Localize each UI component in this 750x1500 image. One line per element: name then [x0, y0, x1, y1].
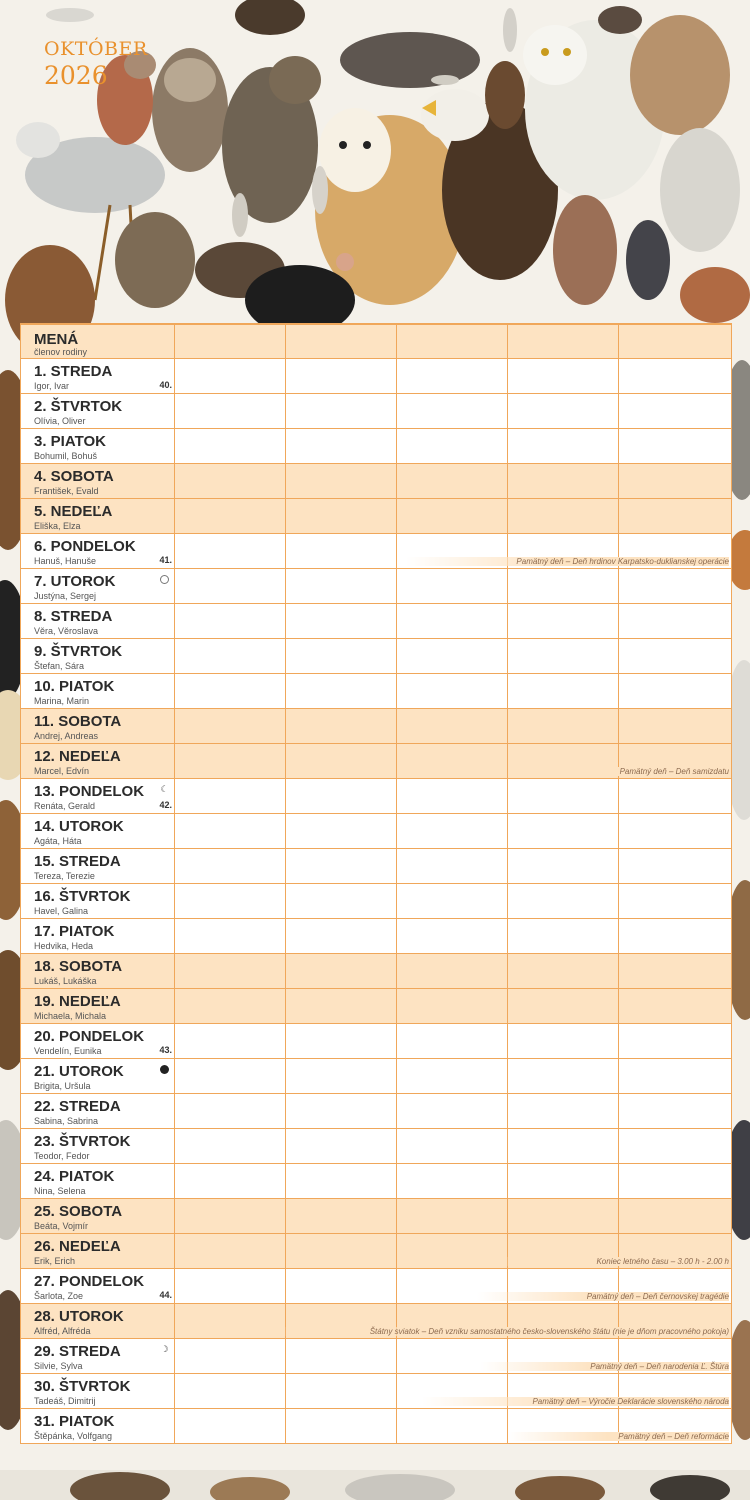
- column-divider: [618, 325, 619, 358]
- member-cell-divider: [396, 639, 397, 673]
- member-cell-divider: [618, 954, 619, 988]
- name-day-names: Hedvika, Heda: [34, 941, 94, 951]
- member-cell-divider: [396, 1269, 397, 1303]
- member-cell-divider: [285, 989, 286, 1023]
- member-cell-divider: [396, 1199, 397, 1233]
- day-label: 4. SOBOTA: [34, 468, 114, 485]
- day-name-cell: [21, 989, 175, 1023]
- member-cell-divider: [396, 674, 397, 708]
- day-label: 16. ŠTVRTOK: [34, 888, 131, 905]
- member-cell-divider: [396, 1094, 397, 1128]
- member-cell-divider: [507, 464, 508, 498]
- member-cell-divider: [285, 954, 286, 988]
- member-cell-divider: [396, 1024, 397, 1058]
- day-name-cell: [21, 1129, 175, 1163]
- member-cell-divider: [507, 849, 508, 883]
- member-cell-divider: [285, 919, 286, 953]
- member-cell-divider: [285, 1129, 286, 1163]
- name-day-names: Nina, Selena: [34, 1186, 86, 1196]
- member-cell-divider: [396, 849, 397, 883]
- day-row[interactable]: [21, 779, 731, 814]
- member-cell-divider: [396, 604, 397, 638]
- member-cell-divider: [507, 954, 508, 988]
- member-cell-divider: [618, 709, 619, 743]
- member-cell-divider: [618, 394, 619, 428]
- member-cell-divider: [507, 604, 508, 638]
- member-cell-divider: [285, 1199, 286, 1233]
- day-name-cell: [21, 394, 175, 428]
- day-row[interactable]: [21, 1164, 731, 1199]
- harpy-eagle-icon: [340, 32, 480, 88]
- member-cell-divider: [396, 814, 397, 848]
- member-cell-divider: [285, 1269, 286, 1303]
- day-label: 11. SOBOTA: [34, 713, 122, 730]
- day-row[interactable]: [21, 534, 731, 569]
- name-day-names: Alfréd, Alfréda: [34, 1326, 91, 1336]
- spectacled-owl-icon: [660, 128, 740, 252]
- day-row[interactable]: [21, 1269, 731, 1304]
- member-cell-divider: [507, 709, 508, 743]
- name-day-names: Teodor, Fedor: [34, 1151, 90, 1161]
- day-label: 3. PIATOK: [34, 433, 106, 450]
- week-number: 44.: [159, 1290, 172, 1300]
- member-cell-divider: [396, 1339, 397, 1373]
- name-day-names: Štefan, Sára: [34, 661, 85, 671]
- member-cell-divider: [396, 359, 397, 393]
- day-row[interactable]: [21, 884, 731, 919]
- member-cell-divider: [618, 919, 619, 953]
- moon-phase-last-icon: ☾: [160, 784, 169, 794]
- member-cell-divider: [396, 569, 397, 603]
- day-label: 26. NEDEĽA: [34, 1238, 121, 1255]
- name-day-names: Marina, Marin: [34, 696, 90, 706]
- day-name-cell: [21, 779, 175, 813]
- member-cell-divider: [396, 1234, 397, 1268]
- day-row[interactable]: [21, 464, 731, 499]
- member-cell-divider: [396, 884, 397, 918]
- day-row[interactable]: [21, 1024, 731, 1059]
- name-day-names: Lukáš, Lukáška: [34, 976, 97, 986]
- member-cell-divider: [396, 989, 397, 1023]
- member-cell-divider: [507, 674, 508, 708]
- member-cell-divider: [507, 429, 508, 463]
- day-name-cell: [21, 954, 175, 988]
- day-label: 15. STREDA: [34, 853, 121, 870]
- member-cell-divider: [618, 1094, 619, 1128]
- member-cell-divider: [618, 1024, 619, 1058]
- member-cell-divider: [396, 954, 397, 988]
- day-label: 5. NEDEĽA: [34, 503, 113, 520]
- day-label: 14. UTOROK: [34, 818, 124, 835]
- member-cell-divider: [285, 499, 286, 533]
- day-label: 25. SOBOTA: [34, 1203, 123, 1220]
- name-day-names: Šarlota, Zoe: [34, 1291, 84, 1301]
- bottom-birds: [0, 1470, 750, 1500]
- member-cell-divider: [285, 1339, 286, 1373]
- day-label: 6. PONDELOK: [34, 538, 136, 555]
- day-row[interactable]: [21, 1199, 731, 1234]
- member-cell-divider: [618, 499, 619, 533]
- name-day-names: Beáta, Vojmír: [34, 1221, 89, 1231]
- day-name-cell: [21, 884, 175, 918]
- day-row[interactable]: [21, 919, 731, 954]
- member-cell-divider: [618, 464, 619, 498]
- name-day-names: Renáta, Gerald: [34, 801, 96, 811]
- member-cell-divider: [396, 709, 397, 743]
- day-label: 23. ŠTVRTOK: [34, 1133, 131, 1150]
- day-label: 29. STREDA: [34, 1343, 121, 1360]
- day-row[interactable]: [21, 814, 731, 849]
- member-cell-divider: [285, 709, 286, 743]
- member-cell-divider: [618, 989, 619, 1023]
- day-label: 27. PONDELOK: [34, 1273, 145, 1290]
- day-name-cell: [21, 359, 175, 393]
- day-name-cell: [21, 849, 175, 883]
- hawk-icon: [485, 61, 525, 129]
- member-cell-divider: [285, 1059, 286, 1093]
- day-row[interactable]: [21, 359, 731, 394]
- member-cell-divider: [396, 1374, 397, 1408]
- day-label: 21. UTOROK: [34, 1063, 124, 1080]
- name-day-names: Justýna, Sergej: [34, 591, 97, 601]
- day-label: 1. STREDA: [34, 363, 113, 380]
- member-cell-divider: [507, 359, 508, 393]
- member-cell-divider: [396, 779, 397, 813]
- member-cell-divider: [618, 1059, 619, 1093]
- member-cell-divider: [285, 394, 286, 428]
- name-day-names: Tereza, Terezie: [34, 871, 95, 881]
- member-cell-divider: [618, 814, 619, 848]
- day-row[interactable]: [21, 954, 731, 989]
- member-cell-divider: [618, 359, 619, 393]
- member-cell-divider: [285, 744, 286, 778]
- day-label: 8. STREDA: [34, 608, 113, 625]
- moon-phase-first-icon: ☽: [160, 1344, 169, 1354]
- name-day-names: Vendelín, Eunika: [34, 1046, 102, 1056]
- member-cell-divider: [396, 394, 397, 428]
- name-day-names: Erik, Erich: [34, 1256, 76, 1266]
- day-row[interactable]: [21, 1409, 731, 1444]
- member-cell-divider: [507, 499, 508, 533]
- moon-phase-new-icon: [160, 1065, 169, 1074]
- member-cell-divider: [618, 569, 619, 603]
- day-label: 22. STREDA: [34, 1098, 121, 1115]
- name-day-names: Silvie, Sylva: [34, 1361, 83, 1371]
- name-day-names: Tadeáš, Dimitrij: [34, 1396, 96, 1406]
- owl-icon: [152, 48, 228, 172]
- day-row[interactable]: [21, 569, 731, 604]
- member-cell-divider: [285, 1024, 286, 1058]
- member-cell-divider: [618, 674, 619, 708]
- day-name-cell: [21, 1199, 175, 1233]
- member-cell-divider: [507, 1094, 508, 1128]
- day-label: 7. UTOROK: [34, 573, 116, 590]
- member-cell-divider: [618, 849, 619, 883]
- member-cell-divider: [396, 534, 397, 568]
- day-row[interactable]: [21, 394, 731, 429]
- header-subtitle: členov rodiny: [34, 347, 88, 357]
- year-title: 2026: [44, 61, 108, 90]
- member-cell-divider: [507, 919, 508, 953]
- member-cell-divider: [507, 779, 508, 813]
- day-row[interactable]: [21, 499, 731, 534]
- month-heading: [44, 40, 148, 88]
- column-divider: [507, 325, 508, 358]
- member-cell-divider: [285, 1164, 286, 1198]
- day-label: 17. PIATOK: [34, 923, 115, 940]
- member-cell-divider: [285, 1094, 286, 1128]
- name-day-names: Hanuš, Hanuše: [34, 556, 97, 566]
- holiday-note: Pamätný deň – Výročie Deklarácie slovenského národa: [422, 1397, 729, 1406]
- member-cell-divider: [396, 1409, 397, 1443]
- member-cell-divider: [507, 744, 508, 778]
- name-day-names: Igor, Ivar: [34, 381, 70, 391]
- member-cell-divider: [285, 359, 286, 393]
- day-row[interactable]: [21, 1129, 731, 1164]
- little-owl-icon: [115, 212, 195, 308]
- day-label: 9. ŠTVRTOK: [34, 643, 123, 660]
- member-cell-divider: [285, 674, 286, 708]
- day-row[interactable]: [21, 1234, 731, 1269]
- calendar-header-row: [21, 325, 731, 359]
- member-cell-divider: [396, 1164, 397, 1198]
- name-day-names: Olívia, Oliver: [34, 416, 86, 426]
- owl-icon: [553, 195, 617, 305]
- name-day-names: Marcel, Edvín: [34, 766, 90, 776]
- member-cell-divider: [618, 884, 619, 918]
- day-label: 10. PIATOK: [34, 678, 115, 695]
- name-day-names: Michaela, Michala: [34, 1011, 107, 1021]
- holiday-note: Pamätný deň – Deň hrdinov Karpatsko-duklianskej operácie: [406, 557, 729, 566]
- member-cell-divider: [396, 464, 397, 498]
- member-cell-divider: [396, 499, 397, 533]
- day-name-cell: [21, 534, 175, 568]
- day-name-cell: [21, 1024, 175, 1058]
- week-number: 40.: [159, 380, 172, 390]
- name-day-names: Havel, Galina: [34, 906, 89, 916]
- name-day-names: Andrej, Andreas: [34, 731, 99, 741]
- day-name-cell: [21, 1234, 175, 1268]
- member-cell-divider: [618, 429, 619, 463]
- member-cell-divider: [507, 639, 508, 673]
- member-cell-divider: [285, 1234, 286, 1268]
- day-label: 31. PIATOK: [34, 1413, 115, 1430]
- member-cell-divider: [285, 849, 286, 883]
- family-calendar-grid: [20, 323, 732, 1444]
- day-name-cell: [21, 919, 175, 953]
- member-cell-divider: [285, 1409, 286, 1443]
- day-label: 18. SOBOTA: [34, 958, 123, 975]
- day-row[interactable]: [21, 674, 731, 709]
- member-cell-divider: [285, 1374, 286, 1408]
- day-label: 2. ŠTVRTOK: [34, 398, 123, 415]
- day-name-cell: [21, 1304, 175, 1338]
- month-title: OKTÓBER: [44, 38, 148, 60]
- day-label: 20. PONDELOK: [34, 1028, 145, 1045]
- member-cell-divider: [507, 1164, 508, 1198]
- member-cell-divider: [618, 604, 619, 638]
- member-cell-divider: [618, 639, 619, 673]
- name-day-names: Agáta, Háta: [34, 836, 82, 846]
- member-cell-divider: [507, 1024, 508, 1058]
- day-name-cell: [21, 744, 175, 778]
- day-name-cell: [21, 709, 175, 743]
- member-cell-divider: [507, 1129, 508, 1163]
- column-divider: [396, 325, 397, 358]
- day-label: 30. ŠTVRTOK: [34, 1378, 131, 1395]
- name-day-names: Bohumil, Bohuš: [34, 451, 98, 461]
- day-row[interactable]: [21, 989, 731, 1024]
- day-name-cell: [21, 1339, 175, 1373]
- day-label: 13. PONDELOK: [34, 783, 145, 800]
- day-name-cell: [21, 569, 175, 603]
- day-label: 28. UTOROK: [34, 1308, 124, 1325]
- member-cell-divider: [618, 1129, 619, 1163]
- member-cell-divider: [507, 814, 508, 848]
- day-name-cell: [21, 1269, 175, 1303]
- falcon-icon: [626, 220, 670, 300]
- day-name-cell: [21, 1164, 175, 1198]
- day-name-cell: [21, 674, 175, 708]
- holiday-note: Pamätný deň – Deň narodenia Ľ. Štúra: [480, 1362, 729, 1371]
- member-cell-divider: [396, 919, 397, 953]
- day-name-cell: [21, 464, 175, 498]
- member-cell-divider: [396, 429, 397, 463]
- day-row[interactable]: [21, 849, 731, 884]
- member-cell-divider: [507, 394, 508, 428]
- member-cell-divider: [285, 604, 286, 638]
- day-row[interactable]: [21, 1304, 731, 1339]
- day-name-cell: [21, 429, 175, 463]
- day-name-cell: [21, 604, 175, 638]
- member-cell-divider: [618, 1199, 619, 1233]
- name-day-names: František, Evald: [34, 486, 99, 496]
- member-cell-divider: [396, 744, 397, 778]
- week-number: 43.: [159, 1045, 172, 1055]
- name-day-names: Věra, Věroslava: [34, 626, 99, 636]
- column-divider: [285, 325, 286, 358]
- day-name-cell: [21, 1094, 175, 1128]
- day-name-cell: [21, 814, 175, 848]
- day-name-cell: [21, 1374, 175, 1408]
- member-cell-divider: [507, 884, 508, 918]
- header-name-cell: [21, 325, 175, 358]
- member-cell-divider: [618, 1164, 619, 1198]
- member-cell-divider: [285, 779, 286, 813]
- holiday-note: Štátny sviatok – Deň vzniku samostatného česko-slovenského štátu (nie je dňom pracovného pokoja): [260, 1327, 729, 1336]
- member-cell-divider: [285, 464, 286, 498]
- day-row[interactable]: [21, 744, 731, 779]
- day-row[interactable]: [21, 429, 731, 464]
- member-cell-divider: [507, 569, 508, 603]
- day-row[interactable]: [21, 1374, 731, 1409]
- day-row[interactable]: [21, 709, 731, 744]
- day-row[interactable]: [21, 1059, 731, 1094]
- member-cell-divider: [396, 1059, 397, 1093]
- moon-phase-full-icon: [160, 575, 169, 584]
- member-cell-divider: [285, 569, 286, 603]
- day-row[interactable]: [21, 1094, 731, 1129]
- day-label: 12. NEDEĽA: [34, 748, 121, 765]
- name-day-names: Eliška, Elza: [34, 521, 81, 531]
- holiday-note: Pamätný deň – Deň černovskej tragédie: [477, 1292, 729, 1301]
- holiday-note: Pamätný deň – Deň samizdatu: [510, 767, 729, 776]
- holiday-note: Pamätný deň – Deň reformácie: [508, 1432, 729, 1441]
- member-cell-divider: [285, 429, 286, 463]
- member-cell-divider: [285, 534, 286, 568]
- day-row[interactable]: [21, 604, 731, 639]
- member-cell-divider: [285, 884, 286, 918]
- day-name-cell: [21, 1059, 175, 1093]
- member-cell-divider: [507, 1199, 508, 1233]
- day-label: 19. NEDEĽA: [34, 993, 121, 1010]
- name-day-names: Brigita, Uršula: [34, 1081, 91, 1091]
- name-day-names: Sabina, Sabrina: [34, 1116, 99, 1126]
- member-cell-divider: [507, 989, 508, 1023]
- day-row[interactable]: [21, 1339, 731, 1374]
- name-day-names: Štěpánka, Volfgang: [34, 1431, 113, 1441]
- kestrel-icon: [680, 267, 750, 323]
- week-number: 41.: [159, 555, 172, 565]
- day-label: 24. PIATOK: [34, 1168, 115, 1185]
- member-cell-divider: [396, 1129, 397, 1163]
- day-name-cell: [21, 1409, 175, 1443]
- day-row[interactable]: [21, 639, 731, 674]
- holiday-note: Koniec letného času – 3.00 h - 2.00 h: [486, 1257, 729, 1266]
- member-cell-divider: [285, 639, 286, 673]
- day-name-cell: [21, 639, 175, 673]
- member-cell-divider: [507, 1059, 508, 1093]
- member-cell-divider: [618, 779, 619, 813]
- week-number: 42.: [159, 800, 172, 810]
- member-cell-divider: [285, 814, 286, 848]
- header-title: MENÁ: [34, 331, 79, 348]
- day-name-cell: [21, 499, 175, 533]
